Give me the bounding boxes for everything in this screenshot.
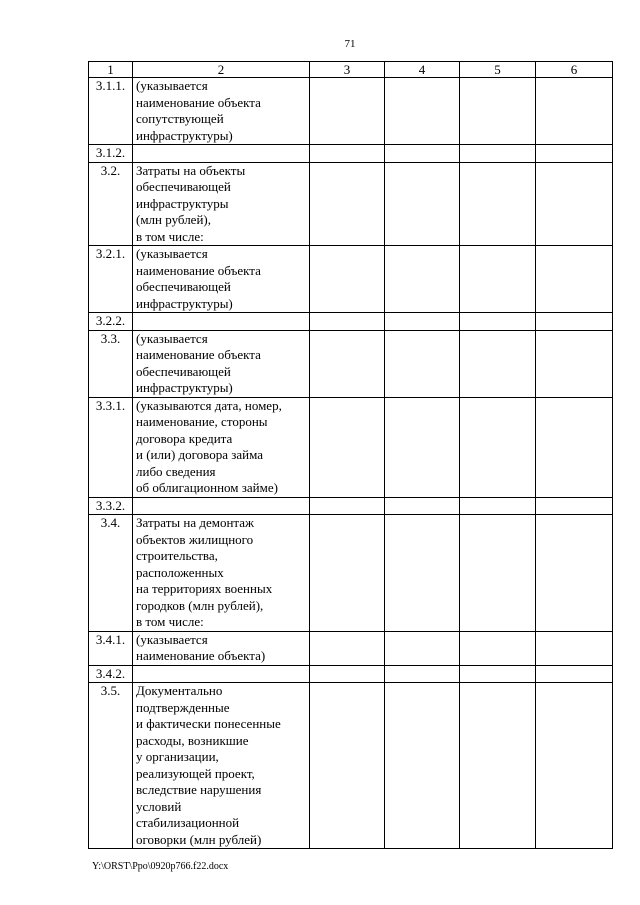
value-cell-col-6 xyxy=(536,162,613,246)
table-row xyxy=(89,145,613,163)
value-cell-col-5 xyxy=(460,145,536,163)
value-cell-col-5 xyxy=(460,78,536,145)
row-number: 3.3. xyxy=(89,330,133,397)
value-cell-col-5 xyxy=(460,665,536,683)
table-row xyxy=(89,78,613,145)
value-cell-col-6 xyxy=(536,683,613,849)
table-row xyxy=(89,330,613,397)
value-cell-col-6 xyxy=(536,246,613,313)
value-cell-col-6 xyxy=(536,313,613,331)
col-header-3: 3 xyxy=(310,62,385,78)
value-cell-col-4 xyxy=(385,162,460,246)
row-number: 3.2. xyxy=(89,162,133,246)
table-row xyxy=(89,665,613,683)
value-cell-col-6 xyxy=(536,330,613,397)
row-number: 3.2.2. xyxy=(89,313,133,331)
value-cell-col-3 xyxy=(310,497,385,515)
value-cell-col-6 xyxy=(536,665,613,683)
value-cell-col-4 xyxy=(385,145,460,163)
row-description: Затраты на демонтаж объектов жилищного строительства, расположенных на территориях военных городков (млн рублей), в том числе: xyxy=(133,515,310,632)
table-header-row xyxy=(89,62,613,78)
table-row xyxy=(89,162,613,246)
value-cell-col-5 xyxy=(460,330,536,397)
value-cell-col-4 xyxy=(385,78,460,145)
value-cell-col-3 xyxy=(310,665,385,683)
cost-table xyxy=(88,61,613,849)
value-cell-col-3 xyxy=(310,683,385,849)
value-cell-col-4 xyxy=(385,330,460,397)
table-row xyxy=(89,246,613,313)
row-number: 3.2.1. xyxy=(89,246,133,313)
value-cell-col-5 xyxy=(460,515,536,632)
value-cell-col-4 xyxy=(385,631,460,665)
value-cell-col-4 xyxy=(385,515,460,632)
value-cell-col-3 xyxy=(310,246,385,313)
row-description: (указывается наименование объекта) xyxy=(133,631,310,665)
row-number: 3.5. xyxy=(89,683,133,849)
value-cell-col-3 xyxy=(310,631,385,665)
value-cell-col-6 xyxy=(536,497,613,515)
row-number: 3.3.1. xyxy=(89,397,133,497)
row-number: 3.3.2. xyxy=(89,497,133,515)
value-cell-col-3 xyxy=(310,145,385,163)
value-cell-col-4 xyxy=(385,397,460,497)
table-row xyxy=(89,683,613,849)
value-cell-col-3 xyxy=(310,515,385,632)
page-number: 71 xyxy=(344,38,356,50)
row-number: 3.1.1. xyxy=(89,78,133,145)
value-cell-col-3 xyxy=(310,313,385,331)
value-cell-col-4 xyxy=(385,246,460,313)
value-cell-col-4 xyxy=(385,665,460,683)
table-row xyxy=(89,515,613,632)
table-body xyxy=(89,78,613,849)
row-description: (указывается наименование объекта обеспечивающей инфраструктуры) xyxy=(133,246,310,313)
col-header-6: 6 xyxy=(536,62,613,78)
value-cell-col-5 xyxy=(460,683,536,849)
row-description: (указываются дата, номер, наименование, стороны договора кредита и (или) договора займа либо сведения об облигационном займе) xyxy=(133,397,310,497)
row-number: 3.4.1. xyxy=(89,631,133,665)
table-row xyxy=(89,313,613,331)
col-header-1: 1 xyxy=(89,62,133,78)
row-description xyxy=(133,497,310,515)
row-description xyxy=(133,665,310,683)
col-header-5: 5 xyxy=(460,62,536,78)
value-cell-col-4 xyxy=(385,683,460,849)
row-description xyxy=(133,145,310,163)
value-cell-col-3 xyxy=(310,330,385,397)
row-description: Документально подтвержденные и фактически понесенные расходы, возникшие у организации, реализующей проект, вследствие нарушения условий стабилизационной оговорки (млн рублей) xyxy=(133,683,310,849)
value-cell-col-6 xyxy=(536,397,613,497)
table-row xyxy=(89,631,613,665)
value-cell-col-4 xyxy=(385,497,460,515)
row-description: (указывается наименование объекта сопутствующей инфраструктуры) xyxy=(133,78,310,145)
value-cell-col-5 xyxy=(460,246,536,313)
table-row xyxy=(89,397,613,497)
value-cell-col-5 xyxy=(460,313,536,331)
row-description: (указывается наименование объекта обеспечивающей инфраструктуры) xyxy=(133,330,310,397)
value-cell-col-6 xyxy=(536,78,613,145)
value-cell-col-3 xyxy=(310,162,385,246)
col-header-2: 2 xyxy=(133,62,310,78)
col-header-4: 4 xyxy=(385,62,460,78)
value-cell-col-6 xyxy=(536,145,613,163)
value-cell-col-5 xyxy=(460,631,536,665)
value-cell-col-3 xyxy=(310,397,385,497)
value-cell-col-4 xyxy=(385,313,460,331)
row-number: 3.4. xyxy=(89,515,133,632)
value-cell-col-6 xyxy=(536,631,613,665)
row-description: Затраты на объекты обеспечивающей инфраструктуры (млн рублей), в том числе: xyxy=(133,162,310,246)
file-path-footer: Y:\ORST\Ppo\0920p766.f22.docx xyxy=(92,861,229,872)
value-cell-col-3 xyxy=(310,78,385,145)
row-number: 3.4.2. xyxy=(89,665,133,683)
value-cell-col-5 xyxy=(460,397,536,497)
row-number: 3.1.2. xyxy=(89,145,133,163)
value-cell-col-5 xyxy=(460,162,536,246)
value-cell-col-6 xyxy=(536,515,613,632)
value-cell-col-5 xyxy=(460,497,536,515)
row-description xyxy=(133,313,310,331)
table-row xyxy=(89,497,613,515)
